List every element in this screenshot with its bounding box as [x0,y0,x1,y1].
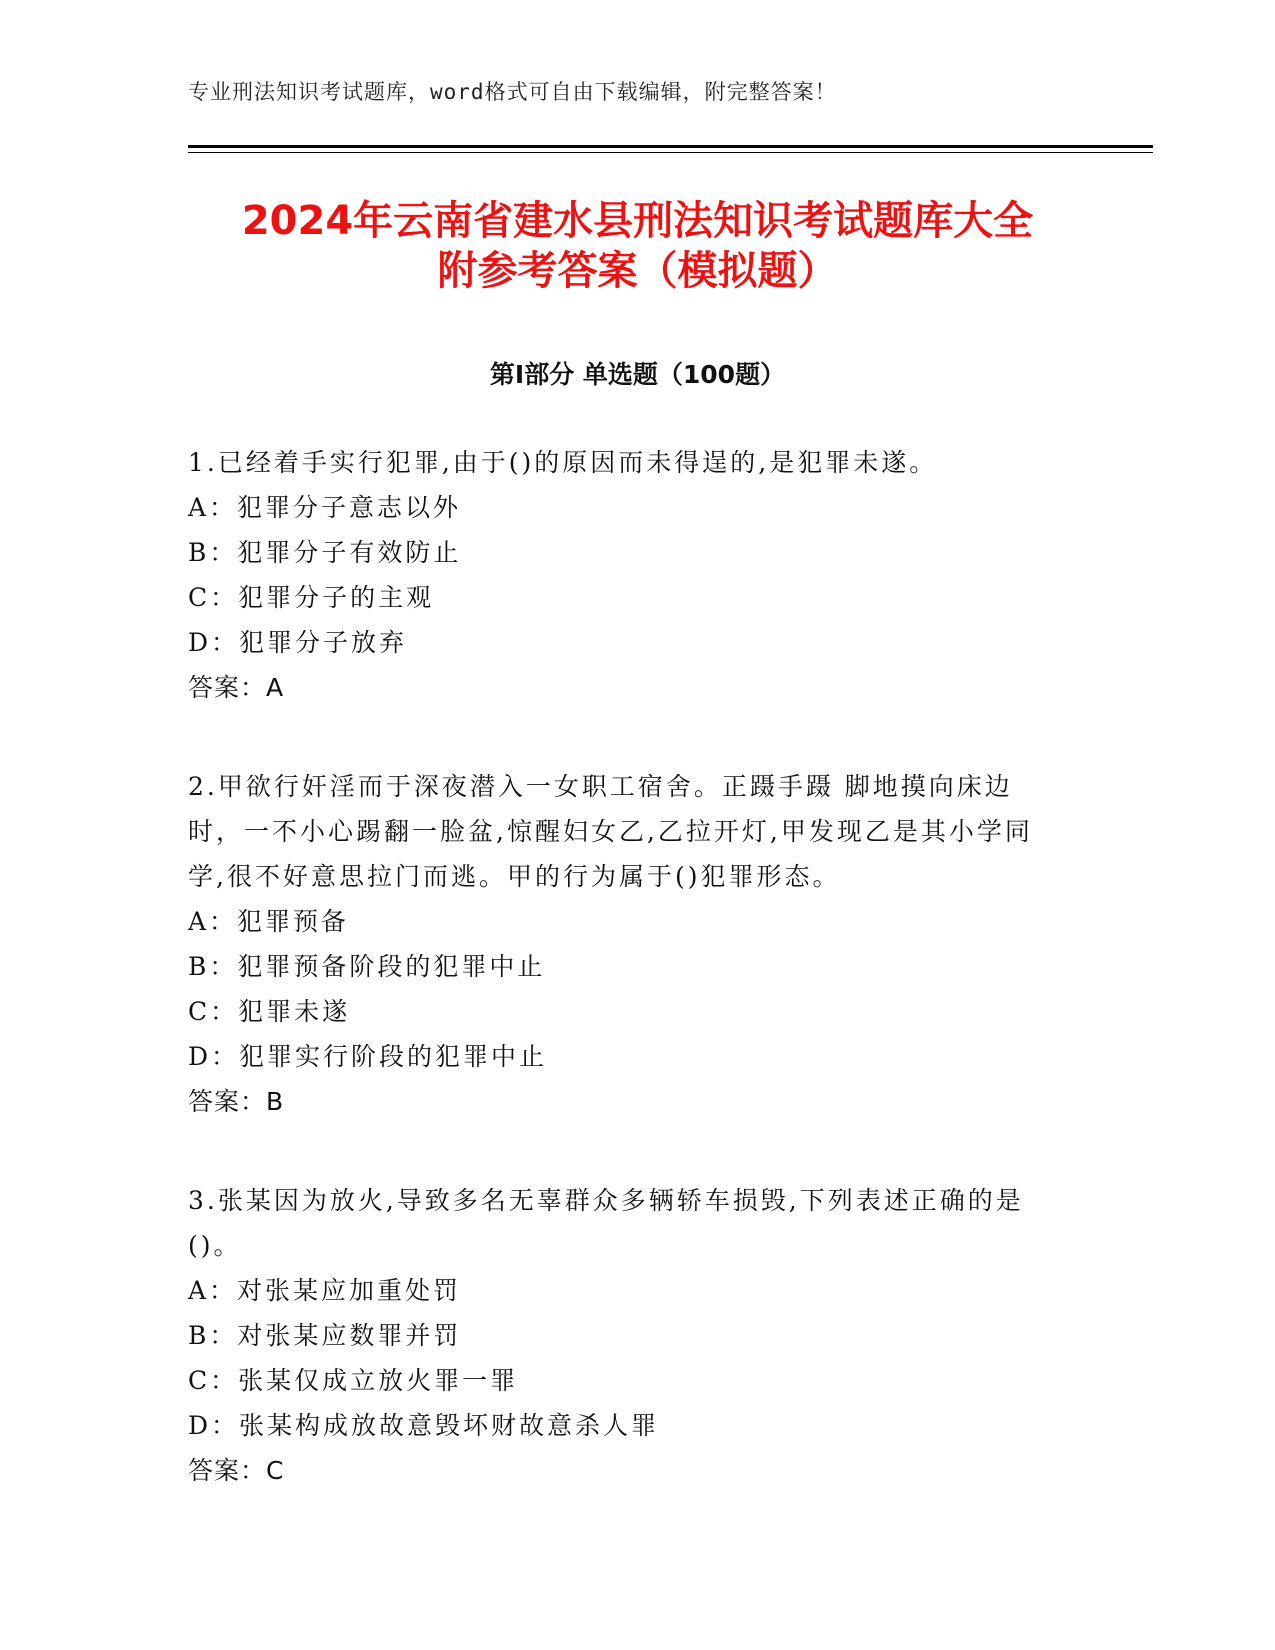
header-note: 专业刑法知识考试题库，word格式可自由下载编辑，附完整答案！ [188,80,837,104]
answer: 答案：C [188,1456,285,1485]
title-line-2: 附参考答案（模拟题） [437,248,838,294]
option-d: D：犯罪分子放弃 [188,628,408,657]
question-stem: 3.张某因为放火,导致多名无辜群众多辆轿车损毁,下列表述正确的是()。 [188,1186,1024,1260]
option-c: C：张某仅成立放火罪一罪 [188,1366,519,1395]
question-stem: 2.甲欲行奸淫而于深夜潜入一女职工宿舍。正蹑手蹑 脚地摸向床边时，一不小心踢翻一脸盆,惊醒妇女乙,乙拉开灯,甲发现乙是其小学同学,很不好意思拉门而逃。甲的行为属于()犯罪形态。 [188,772,1033,891]
option-d: D：犯罪实行阶段的犯罪中止 [188,1042,548,1071]
option-a: A：对张某应加重处罚 [188,1276,462,1305]
option-d: D：张某构成放故意毁坏财故意杀人罪 [188,1411,660,1440]
option-c: C：犯罪分子的主观 [188,583,435,612]
option-a: A：犯罪预备 [188,907,350,936]
answer: 答案：A [188,673,285,702]
header-rule-thick [188,145,1153,148]
section-heading: 第Ⅰ部分 单选题（100题） [489,360,786,389]
question-3 [188,1178,1068,1493]
option-a: A：犯罪分子意志以外 [188,493,462,522]
question-1 [188,440,1068,710]
question-list [188,440,1068,1547]
question-stem: 1.已经着手实行犯罪,由于()的原因而未得逞的,是犯罪未遂。 [188,448,938,477]
document-title [140,196,1135,296]
option-c: C：犯罪未遂 [188,997,351,1026]
question-2 [188,764,1068,1124]
title-line-1: 2024年云南省建水县刑法知识考试题库大全 [241,198,1034,244]
option-b: B：犯罪分子有效防止 [188,538,462,567]
option-b: B：对张某应数罪并罚 [188,1321,462,1350]
option-b: B：犯罪预备阶段的犯罪中止 [188,952,546,981]
header-rule-thin [188,152,1153,153]
answer: 答案：B [188,1087,285,1116]
